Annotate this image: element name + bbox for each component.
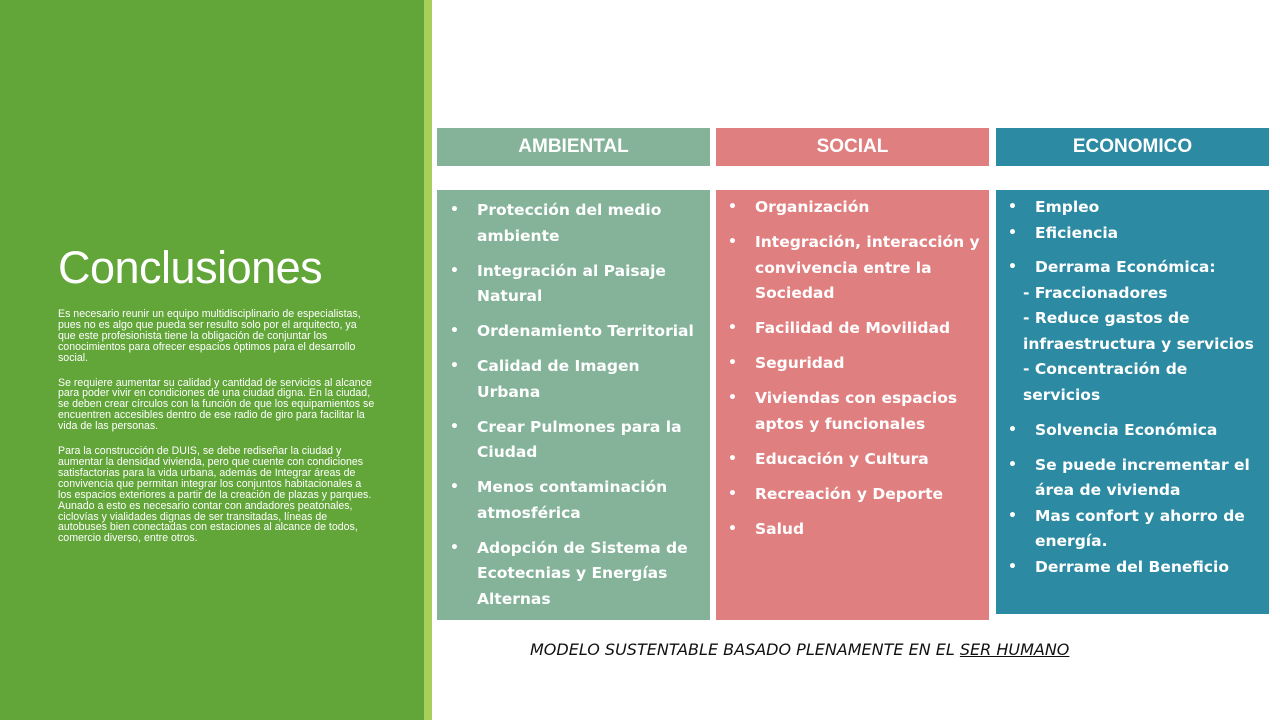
sidebar-accent-stripe — [424, 0, 432, 720]
list-item: • Integración, interacción y convivencia entre la Sociedad — [725, 230, 981, 307]
list-item: • Protección del medio ambiente — [447, 198, 702, 249]
list-subitem: - Reduce gastos de infraestructura y servicios — [1023, 309, 1254, 353]
footer-claim — [530, 640, 1069, 659]
list-item: • Organización — [725, 195, 981, 221]
list-item: • Educación y Cultura — [725, 447, 981, 473]
economico-list-box — [996, 190, 1269, 614]
conclusion-paragraph: Es necesario reunir un equipo multidisciplinario de especialistas, pues no es algo que pueda ser resulto solo por el arquitecto, ya que este profesionista tiene la obligación de conjuntar los conocimientos para ofrecer espacios óptimos para el desarrollo social. — [58, 308, 361, 364]
list-item: • Calidad de Imagen Urbana — [447, 354, 702, 405]
list-item: • Integración al Paisaje Natural — [447, 259, 702, 310]
list-item: • Seguridad — [725, 351, 981, 377]
conclusion-paragraph: Se requiere aumentar su calidad y cantidad de servicios al alcance para poder vivir en condiciones de una ciudad digna. En la ciudad, se deben crear círculos con la función de que los equipamientos se encuentren accesibles dentro de ese radio de giro para facilitar la vida de las personas. — [58, 376, 375, 433]
slide-title: Conclusiones — [58, 242, 323, 293]
list-item: • Derrama Económica: — [1005, 255, 1261, 281]
footer-claim-lead: MODELO SUSTENTABLE BASADO PLENAMENTE EN EL — [530, 640, 960, 659]
list-item: • Salud — [725, 517, 981, 543]
economico-header: ECONOMICO — [996, 128, 1269, 166]
ambiental-list-box — [437, 190, 710, 620]
conclusions-text — [58, 309, 376, 558]
footer-claim-emphasis: SER HUMANO — [959, 640, 1070, 659]
conclusion-paragraph: Para la construcción de DUIS, se debe rediseñar la ciudad y aumentar la densidad vivienda, pero que cuente con condiciones satisfactorias para la vida urbana, además de Integrar áreas de convivencia que permitan integrar los conjuntos habitacionales a los espacios exteriores a partir de la creación de plazas y parques. Aunado a esto es necesario contar con andadores peatonales, ciclovías y vialidades dignas de ser transitadas, líneas de autobuses bien conectadas con estaciones al alcance de todos, comercio diverso, entre otros. — [58, 445, 372, 545]
list-item: • Ordenamiento Territorial — [447, 319, 702, 345]
list-item: • Facilidad de Movilidad — [725, 316, 981, 342]
social-list-box — [716, 190, 989, 620]
list-item: • Solvencia Económica — [1005, 418, 1261, 444]
list-item: • Empleo — [1005, 195, 1261, 221]
list-subitem: - Concentración de servicios — [1023, 360, 1188, 404]
list-item: • Recreación y Deporte — [725, 482, 981, 508]
list-item: • Se puede incrementar el área de vivienda — [1005, 453, 1261, 504]
list-item: • Crear Pulmones para la Ciudad — [447, 415, 702, 466]
list-item: • Adopción de Sistema de Ecotecnias y Energías Alternas — [447, 536, 702, 613]
list-item: • Viviendas con espacios aptos y funcionales — [725, 386, 981, 437]
list-item: • Eficiencia — [1005, 221, 1261, 247]
list-item: • Mas confort y ahorro de energía. — [1005, 504, 1261, 555]
social-header: SOCIAL — [716, 128, 989, 166]
list-item: • Derrame del Beneficio — [1005, 555, 1261, 581]
ambiental-header: AMBIENTAL — [437, 128, 710, 166]
list-item: • Menos contaminación atmosférica — [447, 475, 702, 526]
list-subitem: - Fraccionadores — [1023, 283, 1168, 302]
